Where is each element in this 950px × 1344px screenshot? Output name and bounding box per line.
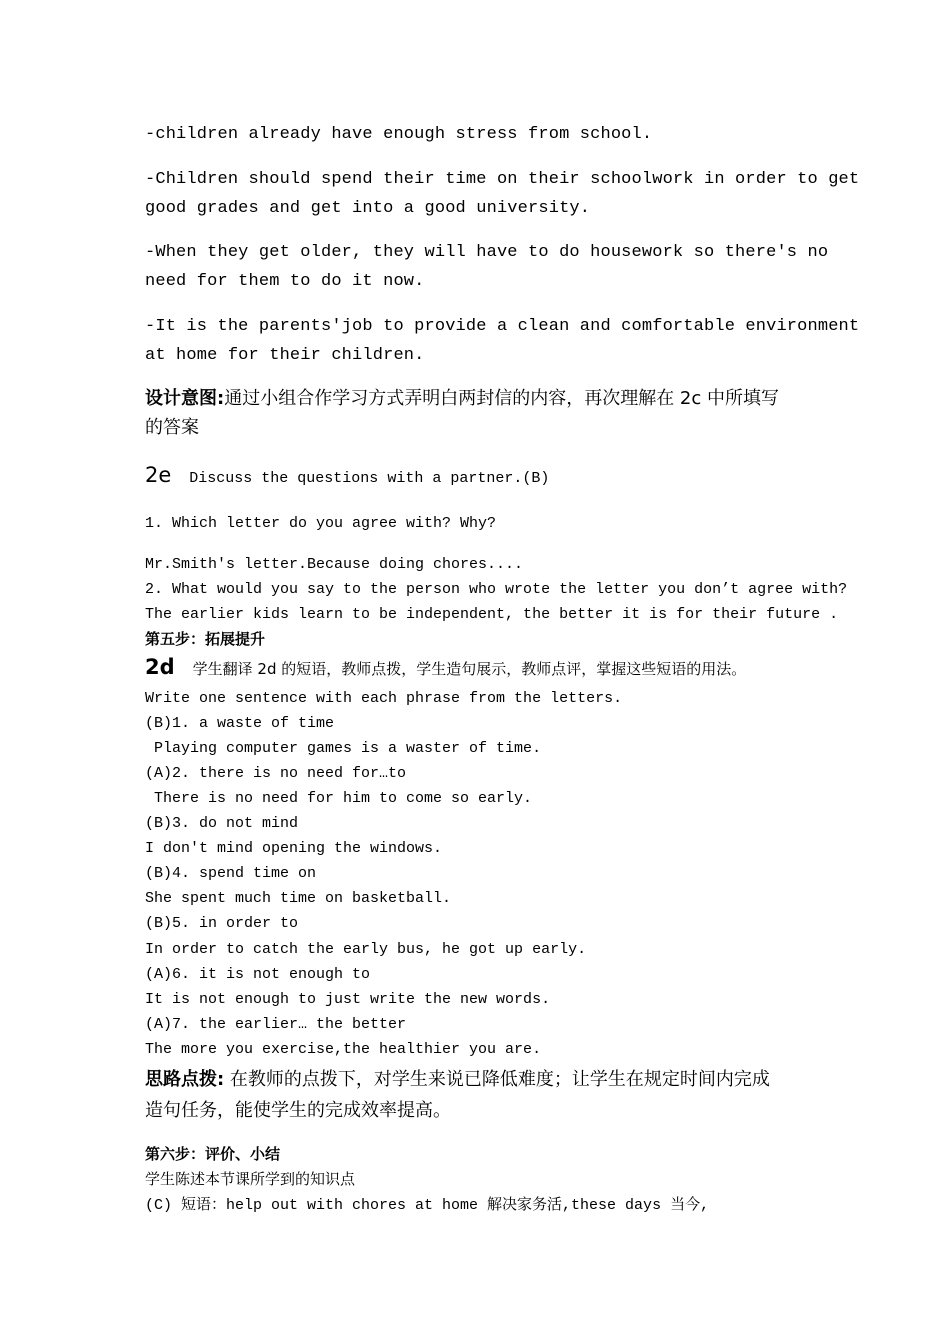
question-1: 1. Which letter do you agree with? Why? (145, 515, 497, 532)
thinking-tip-line-1 (145, 1071, 770, 1089)
argument-line-1: -children already have enough stress from school. (145, 125, 653, 144)
argument-line-4: -It is the parents'job to provide a clean and comfortable environment (145, 317, 860, 336)
argument-line-3-cont: need for them to do it now. (145, 272, 425, 291)
step-6-heading: 第六步：评价、小结 (145, 1145, 281, 1163)
summary-phrases: (C) 短语：help out with chores at home 解决家务活,these days 当今, (145, 1197, 710, 1214)
argument-line-2: -Children should spend their time on their schoolwork in order to get (145, 170, 860, 189)
argument-line-4-cont: at home for their children. (145, 346, 425, 365)
answer-1: Mr.Smith's letter.Because doing chores.... (145, 556, 524, 573)
design-intent-text: 通过小组合作学习方式弄明白两封信的内容，再次理解在 2c 中所填写 (224, 388, 779, 409)
thinking-tip-line-2: 造句任务，能使学生的完成效率提高。 (145, 1100, 451, 1121)
sentence-7: The more you exercise,the healthier you are. (145, 1041, 542, 1058)
step-5-heading: 第五步：拓展提升 (145, 630, 266, 648)
section-2e-title: Discuss the questions with a partner.(B) (189, 470, 550, 487)
design-intent-line-2: 的答案 (145, 417, 199, 438)
question-2: 2. What would you say to the person who wrote the letter you don’t agree with? (145, 581, 848, 598)
sentence-4: She spent much time on basketball. (145, 890, 452, 907)
section-2e-heading (145, 465, 549, 486)
phrase-1: (B)1. a waste of time (145, 715, 335, 732)
phrase-instruction: Write one sentence with each phrase from the letters. (145, 690, 623, 707)
sentence-6: It is not enough to just write the new words. (145, 991, 551, 1008)
argument-line-3: -When they get older, they will have to do housework so there's no (145, 243, 829, 262)
design-intent-label: 设计意图: (145, 388, 225, 409)
phrase-4: (B)4. spend time on (145, 865, 317, 882)
phrase-5: (B)5. in order to (145, 915, 299, 932)
section-2d-number: 2d (145, 655, 175, 679)
section-2d-intro: 学生翻译 2d 的短语，教师点拨，学生造句展示，教师点评，掌握这些短语的用法。 (192, 660, 747, 678)
phrase-2: (A)2. there is no need for…to (145, 765, 407, 782)
phrase-6: (A)6. it is not enough to (145, 966, 371, 983)
section-2d-heading (145, 657, 746, 678)
thinking-tip-label: 思路点拨: (145, 1069, 225, 1090)
argument-line-2-cont: good grades and get into a good university. (145, 199, 591, 218)
thinking-tip-text: 在教师的点拨下，对学生来说已降低难度；让学生在规定时间内完成 (224, 1069, 770, 1090)
sentence-2: There is no need for him to come so early. (145, 790, 533, 807)
summary-intro: 学生陈述本节课所学到的知识点 (145, 1170, 356, 1188)
section-2e-number: 2e (145, 463, 172, 487)
answer-2: The earlier kids learn to be independent, the better it is for their future . (145, 606, 839, 623)
sentence-1: Playing computer games is a waster of time. (145, 740, 542, 757)
design-intent-line-1 (145, 390, 779, 408)
phrase-7: (A)7. the earlier… the better (145, 1016, 407, 1033)
phrase-3: (B)3. do not mind (145, 815, 299, 832)
sentence-3: I don't mind opening the windows. (145, 840, 443, 857)
sentence-5: In order to catch the early bus, he got up early. (145, 941, 587, 958)
